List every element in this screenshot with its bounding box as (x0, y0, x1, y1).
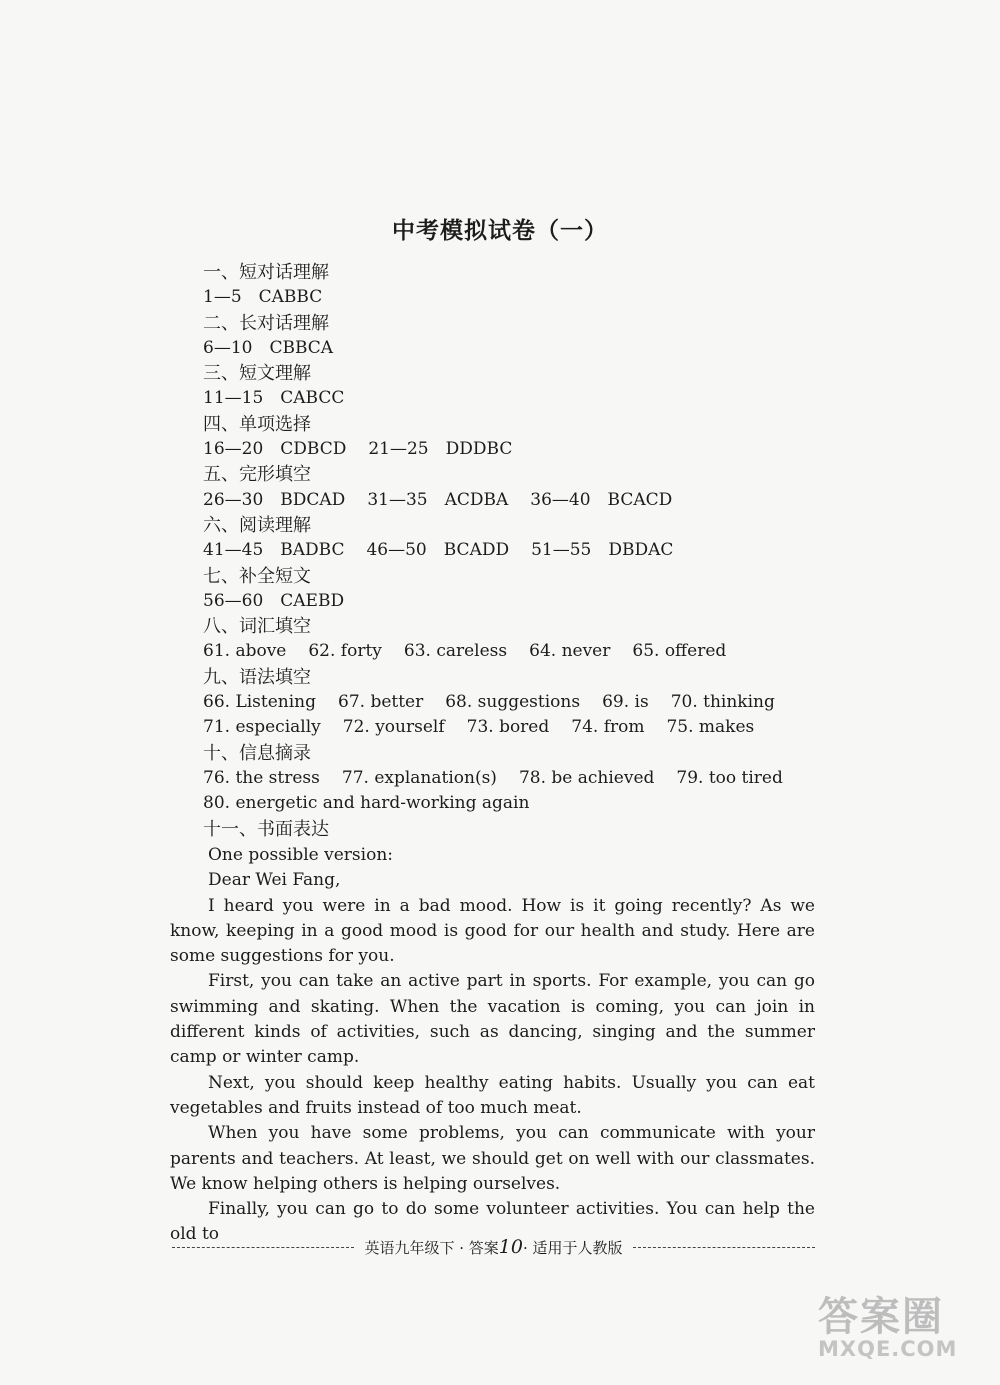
answer-line (203, 589, 823, 614)
answer-item: 80. energetic and hard-working again (203, 793, 530, 814)
answer-item: 65. offered (632, 641, 727, 662)
answer-item: 11—15 CABCC (203, 388, 345, 409)
answer-item: 63. careless (403, 641, 508, 662)
watermark-logo: 答案圈 (818, 1294, 944, 1340)
footer-book-label: 英语九年级下 · 答案 (364, 1239, 499, 1257)
answer-item: 76. the stress (203, 767, 320, 788)
footer-right-rule (633, 1247, 815, 1248)
answer-line (203, 690, 823, 715)
section-heading: 六、阅读理解 (203, 514, 311, 536)
answer-item: 66. Listening (203, 692, 316, 713)
essay-paragraph-2: First, you can take an active part in sports. For example, you can go swimming and skating. When the vacation is coming, you can join in different kinds of activities, such as dancing, singing and the summer camp or winter camp. (170, 971, 815, 1068)
section-heading: 三、短文理解 (203, 363, 311, 385)
answer-item: 46—50 BCADD (366, 540, 510, 561)
answer-item: 41—45 BADBC (203, 540, 345, 561)
watermark (818, 1285, 993, 1375)
section-heading: 七、补全短文 (203, 565, 311, 587)
essay-intro: One possible version: (208, 845, 393, 865)
essay-greeting: Dear Wei Fang, (208, 870, 341, 891)
answer-item: 67. better (338, 692, 424, 713)
answer-item: 64. never (529, 641, 611, 662)
answer-item: 26—30 BDCAD (203, 489, 346, 510)
section-heading: 九、语法填空 (203, 666, 311, 688)
essay-paragraph-3: Next, you should keep healthy eating habits. Usually you can eat vegetables and fruits instead of too much meat. (170, 1072, 815, 1118)
section-heading: 十、信息摘录 (203, 742, 311, 764)
answer-item: 31—35 ACDBA (367, 489, 509, 510)
answer-line (203, 488, 823, 513)
answer-item: 71. especially (203, 717, 321, 738)
answer-line (203, 715, 823, 740)
answer-item: 21—25 DDDBC (368, 439, 513, 460)
essay-paragraph-5: Finally, you can go to do some volunteer activities. You can help the old to (170, 1199, 815, 1245)
footer-edition-label: · 适用于人教版 (522, 1239, 623, 1257)
page-footer (172, 1236, 815, 1258)
essay-paragraph-4: When you have some problems, you can communicate with your parents and teachers. At least, we should get on well with our classmates. We know helping others is helping ourselves. (170, 1123, 815, 1194)
watermark-url: MXQE.COM (818, 1337, 958, 1361)
answer-item: 73. bored (466, 717, 550, 738)
answer-item: 1—5 CABBC (203, 287, 323, 308)
page-title: 中考模拟试卷（一） (392, 217, 608, 244)
footer-left-rule (172, 1247, 354, 1248)
answer-item: 36—40 BCACD (530, 489, 673, 510)
section-heading: 八、词汇填空 (203, 616, 311, 638)
answer-item: 62. forty (308, 641, 382, 662)
footer-page-number: 10 (498, 1236, 523, 1258)
section-heading: 四、单项选择 (203, 413, 311, 435)
answer-item: 16—20 CDBCD (203, 439, 347, 460)
answer-item: 77. explanation(s) (341, 767, 497, 788)
answer-item: 79. too tired (676, 767, 783, 788)
answer-item: 68. suggestions (445, 692, 581, 713)
answer-line (203, 639, 823, 664)
answer-item: 6—10 CBBCA (203, 337, 334, 358)
answer-item: 74. from (571, 717, 645, 738)
answer-line (203, 285, 823, 310)
answer-line (203, 336, 823, 361)
section-heading: 五、完形填空 (203, 464, 311, 486)
answer-item: 70. thinking (670, 692, 775, 713)
answer-line (203, 437, 823, 462)
answer-item: 51—55 DBDAC (531, 540, 674, 561)
answer-line (203, 386, 823, 411)
answer-sections (203, 260, 823, 842)
section-heading: 一、短对话理解 (203, 262, 329, 283)
footer-text (354, 1236, 632, 1258)
answer-item: 69. is (602, 692, 649, 713)
answer-item: 72. yourself (342, 717, 445, 738)
answer-line (203, 791, 823, 816)
answer-item: 56—60 CAEBD (203, 590, 345, 611)
answer-item: 78. be achieved (518, 767, 655, 788)
answer-item: 75. makes (666, 717, 755, 738)
answer-item: 61. above (203, 641, 287, 662)
writing-essay (170, 843, 815, 1248)
section-heading: 十一、书面表达 (203, 818, 329, 840)
answer-line (203, 538, 823, 563)
answer-line (203, 766, 823, 791)
essay-paragraph-1: I heard you were in a bad mood. How is it going recently? As we know, keeping in a good mood is good for our health and study. Here are some suggestions for you. (170, 895, 815, 967)
section-heading: 二、长对话理解 (203, 312, 329, 334)
